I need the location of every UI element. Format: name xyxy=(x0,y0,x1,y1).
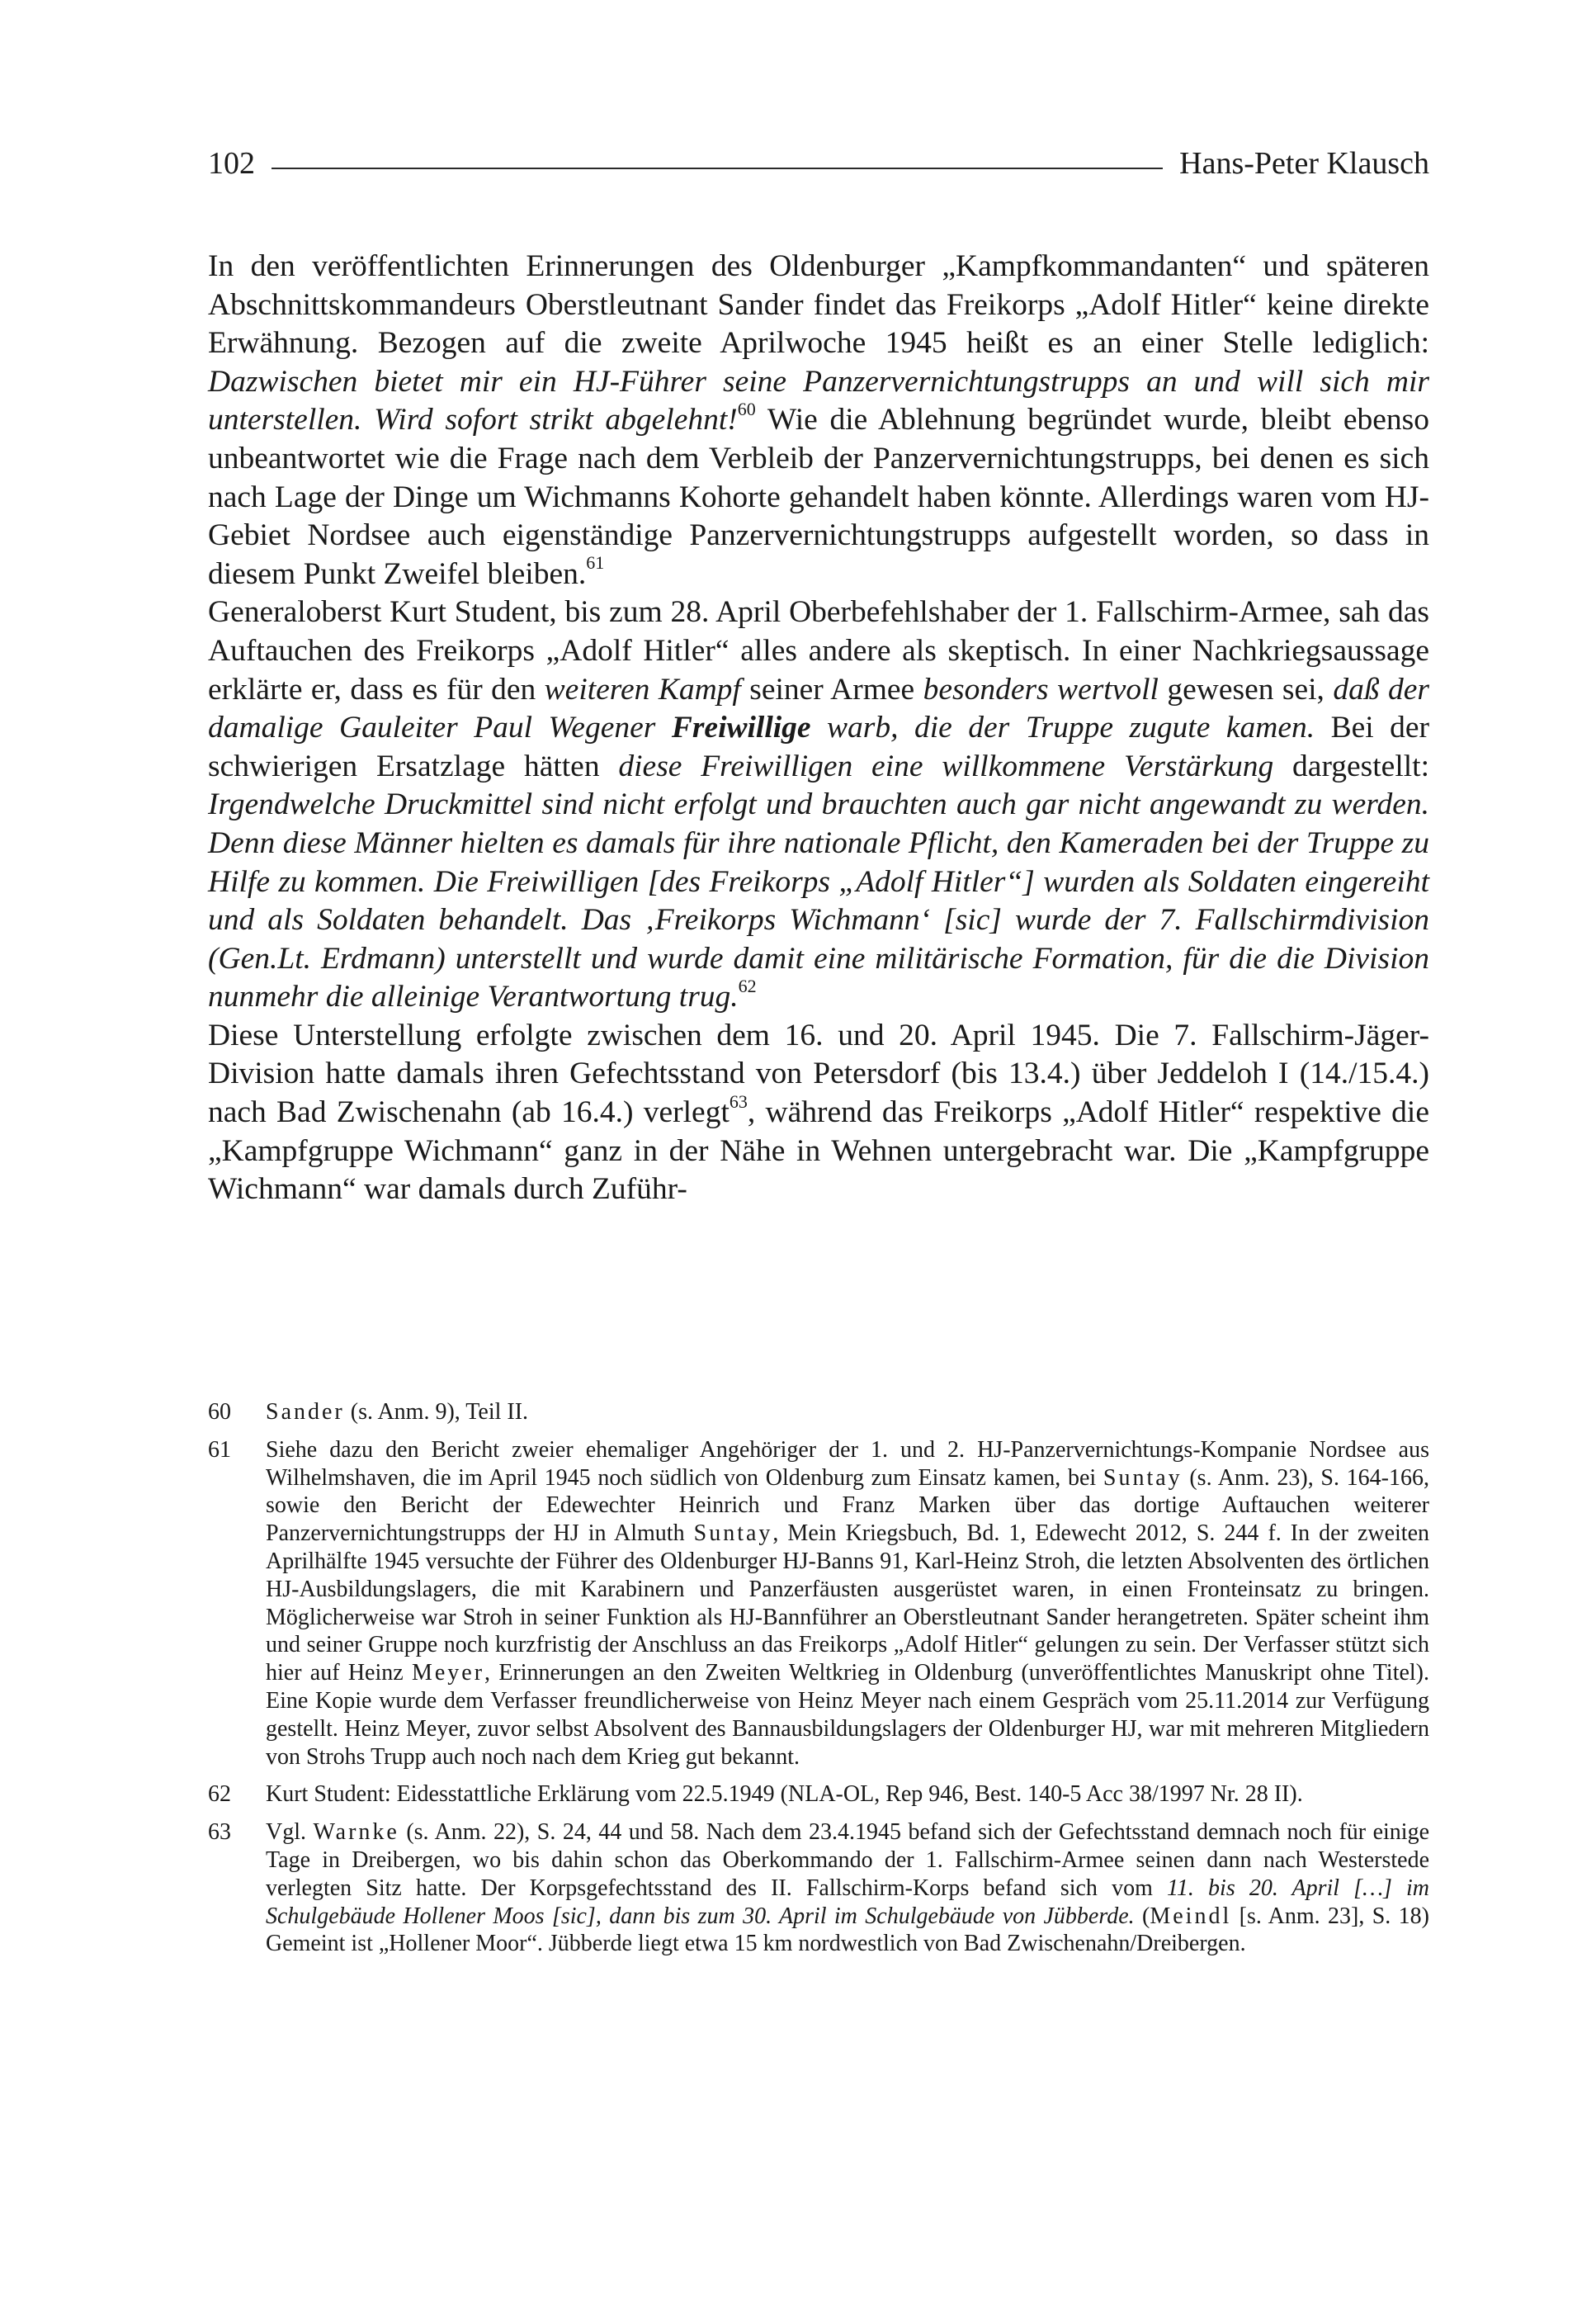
footnote-number: 63 xyxy=(208,1819,231,1846)
footnote-60 xyxy=(208,1398,1429,1426)
text-run: ( xyxy=(1134,1903,1150,1929)
text-run: (s. Anm. 22), S. 24, 44 und 58. Nach dem 23.4.1945 befand sich der Gefechtsstand demnach noch für einige Tage in Dreibergen, wo bis dahin schon das Oberkommando der 1. Fallschirm-Armee seinen dann nach Westerstede verlegten Sitz hatte. Der Korpsgefechtsstand des II. Fallschirm-Korps befand sich vom xyxy=(266,1819,1429,1901)
footnote-text xyxy=(266,1818,1429,1958)
footnote-number: 61 xyxy=(208,1436,231,1463)
italic-quote: Dazwischen bietet mir ein HJ-Führer seine Panzervernichtungstrupps an und will sich mir unterstellen. Wird sofort strikt abgelehnt! xyxy=(208,364,1429,437)
footnote-number: 62 xyxy=(208,1781,231,1808)
footnote-63 xyxy=(208,1818,1429,1958)
author-name: Sander xyxy=(266,1399,345,1425)
author-name: Meyer xyxy=(411,1660,485,1686)
italic-quote: warb, die der Truppe zugute kamen. xyxy=(810,711,1315,745)
paragraph-2 xyxy=(208,593,1429,1017)
text-run: gewesen sei, xyxy=(1158,672,1334,707)
footnote-ref: 60 xyxy=(737,398,756,419)
text-run: , Mein Kriegsbuch, Bd. 1, Edewecht 2012, S. 244 f. In der zweiten Aprilhälfte 1945 versuchte der Führer des Oldenburger HJ-Banns 91, Karl-Heinz Stroh, die letzten Absolventen des örtlichen HJ-Ausbildungslagers, die mit Karabinern und Panzerfäusten ausgerüstet waren, in einen Fronteinsatz zu bringen. Möglicherweise war Stroh in seiner Funktion als HJ-Bannführer an Oberstleutnant Sander herangetreten. Später scheint ihm und seiner Gruppe noch kurzfristig der Anschluss an das Freikorps „Adolf Hitler“ gelungen zu sein. Der Verfasser stützt sich hier auf Heinz xyxy=(266,1520,1430,1686)
text-run: seiner Armee xyxy=(740,672,923,707)
italic-quote: 11. bis 20. April […] im Schulgebäude Hollener Moos [sic], dann bis zum 30. April im Schulgebäude von Jübberde. xyxy=(266,1875,1429,1929)
paragraph-3 xyxy=(208,1017,1429,1209)
text-run: Wie die Ablehnung begründet wurde, bleibt ebenso unbeantwortet wie die Frage nach dem Verbleib der Panzervernichtungstrupps, bei denen es sich nach Lage der Dinge um Wichmanns Kohorte gehandelt haben könnte. Allerdings waren vom HJ-Gebiet Nordsee auch eigenständige Panzervernichtungstrupps aufgestellt worden, so dass in diesem Punkt Zweifel bleiben. xyxy=(208,403,1429,591)
footnote-ref: 61 xyxy=(586,552,605,574)
text-run: Kurt Student: Eidesstattliche Erklärung vom 22.5.1949 (NLA-OL, Rep 946, Best. 140-5 Acc 38/1997 Nr. 28 II). xyxy=(266,1781,1303,1808)
author-name: Warnke xyxy=(313,1819,399,1846)
text-run: Vgl. xyxy=(266,1819,314,1846)
text-run: Siehe dazu den Bericht zweier ehemaliger Angehöriger der 1. und 2. HJ-Panzervernichtungs-Kompanie Nordsee aus Wilhelmshaven, die im April 1945 noch südlich von Oldenburg zum Einsatz kamen, bei xyxy=(266,1436,1429,1491)
paragraph-1 xyxy=(208,248,1429,593)
body-text xyxy=(208,248,1429,1209)
text-run: dargestellt: xyxy=(1273,749,1429,783)
text-run: Bei der schwierigen Ersatzlage hätten xyxy=(208,711,1429,783)
italic-quote: diese Freiwilligen eine willkommene Verstärkung xyxy=(618,749,1274,783)
text-run: [s. Anm. 23], S. 18) Gemeint ist „Hollener Moor“. Jübberde liegt etwa 15 km nordwestlich von Bad Zwischenahn/Dreibergen. xyxy=(266,1903,1430,1957)
text-run: Generaloberst Kurt Student, bis zum 28. April Oberbefehlshaber der 1. Fallschirm-Armee, sah das Auftauchen des Freikorps „Adolf Hitler“ alles andere als skeptisch. In einer Nachkriegsaussage erklärte er, dass es für den xyxy=(208,595,1429,707)
footnote-text xyxy=(266,1398,1429,1426)
bold-text: Freiwillige xyxy=(671,711,811,745)
footnote-text xyxy=(266,1436,1429,1771)
running-header xyxy=(208,139,1429,188)
text-run: (s. Anm. 9), Teil II. xyxy=(344,1399,529,1425)
text-run: Diese Unterstellung erfolgte zwischen dem 16. und 20. April 1945. Die 7. Fallschirm-Jäger-Division hatte damals ihren Gefechtsstand von Petersdorf (bis 13.4.) über Jeddeloh I (14./15.4.) nach Bad Zwischenahn (ab 16.4.) verlegt xyxy=(208,1018,1429,1130)
footnote-62 xyxy=(208,1780,1429,1809)
footnote-ref: 63 xyxy=(729,1090,748,1112)
text-run: (s. Anm. 23), S. 164-166, sowie den Bericht der Edewechter Heinrich und Franz Marken über das dortige Auftauchen weiterer Panzervernichtungstrupps der HJ in Almuth xyxy=(266,1464,1429,1547)
footnote-text xyxy=(266,1780,1429,1809)
footnotes xyxy=(208,1398,1429,1968)
author-name: Meindl xyxy=(1150,1903,1232,1929)
italic-quote: besonders wertvoll xyxy=(923,672,1159,707)
footnote-number: 60 xyxy=(208,1399,231,1425)
italic-quote: Irgendwelche Druckmittel sind nicht erfolgt und brauchten auch gar nicht angewandt zu werden. Denn diese Männer hielten es damals für ihre nationale Pflicht, den Kameraden bei der Truppe zu Hilfe zu kommen. Die Freiwilligen [des Freikorps „Adolf Hitler“] wurden als Soldaten eingereiht und als Soldaten behandelt. Das ‚Freikorps Wichmann‘ [sic] wurde der 7. Fallschirmdivision (Gen.Lt. Erdmann) unterstellt und wurde damit eine militärische Formation, für die die Division nunmehr die alleinige Verantwortung trug. xyxy=(208,787,1429,1014)
header-rule xyxy=(272,168,1163,169)
footnote-61 xyxy=(208,1436,1429,1771)
footnote-ref: 62 xyxy=(738,975,757,996)
author-name: Suntay xyxy=(693,1520,773,1547)
author-name: Suntay xyxy=(1103,1464,1183,1491)
page-number: 102 xyxy=(208,146,255,181)
italic-quote: weiteren Kampf xyxy=(544,672,741,707)
text-run: , Erinnerungen an den Zweiten Weltkrieg in Oldenburg (unveröffentlichtes Manuskript ohne Titel). Eine Kopie wurde dem Verfasser freundlicherweise von Heinz Meyer nach einem Gespräch vom 25.11.2014 zur Verfügung gestellt. Heinz Meyer, zuvor selbst Absolvent des Bannausbildungslagers der Oldenburger HJ, war mit mehreren Mitgliedern von Strohs Trupp auch noch nach dem Krieg gut bekannt. xyxy=(266,1660,1430,1770)
text-run: , während das Freikorps „Adolf Hitler“ respektive die „Kampfgruppe Wichmann“ ganz in der Nähe in Wehnen untergebracht war. Die „Kampfgruppe Wichmann“ war damals durch Zuführ- xyxy=(208,1095,1429,1207)
text-run: In den veröffentlichten Erinnerungen des Oldenburger „Kampfkommandanten“ und späteren Abschnittskommandeurs Oberstleutnant Sander findet das Freikorps „Adolf Hitler“ keine direkte Erwähnung. Bezogen auf die zweite Aprilwoche 1945 heißt es an einer Stelle lediglich: xyxy=(208,249,1429,361)
italic-quote: daß der damalige Gauleiter Paul Wegener xyxy=(208,672,1429,745)
running-header-author: Hans-Peter Klausch xyxy=(1179,146,1429,181)
